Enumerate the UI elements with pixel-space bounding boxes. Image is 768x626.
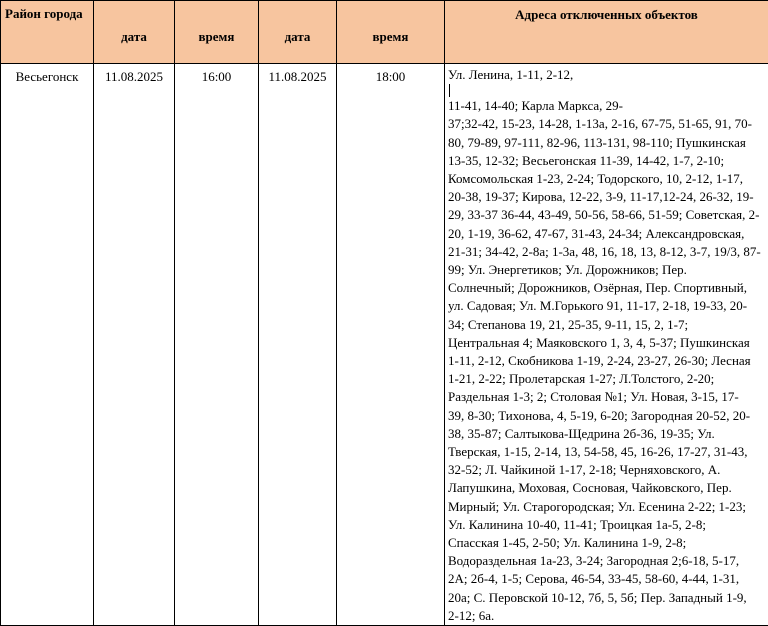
address-line: 20-38, 19-37; Кирова, 12-22, 3-9, 11-17,12-24, 26-32, 19- bbox=[448, 188, 765, 206]
cell-time-from: 16:00 bbox=[175, 64, 259, 626]
address-line: Мирный; Ул. Старогородская; Ул. Есенина 2-22; 1-23; bbox=[448, 498, 765, 516]
address-line: 1-21, 2-22; Пролетарская 1-27; Л.Толстого, 2-20; bbox=[448, 370, 765, 388]
header-time-from: время bbox=[175, 1, 259, 64]
address-line: 2А; 2б-4, 1-5; Серова, 46-54, 33-45, 58-60, 4-44, 1-31, bbox=[448, 570, 765, 588]
address-line: 2-12; 6а. bbox=[448, 607, 765, 625]
address-line: Солнечный; Дорожников, Озёрная, Пер. Спортивный, bbox=[448, 279, 765, 297]
address-line: 80, 79-89, 97-111, 82-96, 113-131, 98-110; Пушкинская bbox=[448, 134, 765, 152]
table-row bbox=[1, 64, 768, 626]
address-line: 1-11, 2-12, Скобникова 1-19, 2-24, 23-27, 26-30; Лесная bbox=[448, 352, 765, 370]
text-cursor bbox=[449, 84, 450, 97]
cell-addresses[interactable] bbox=[445, 64, 768, 626]
cell-district: Весьегонск bbox=[1, 64, 94, 626]
address-line: 37;32-42, 15-23, 14-28, 1-13а, 2-16, 67-75, 51-65, 91, 70- bbox=[448, 115, 765, 133]
address-line-part: Ул. Ленина, 1-11, 2-12, bbox=[448, 67, 573, 82]
cell-date-from: 11.08.2025 bbox=[94, 64, 175, 626]
address-line bbox=[448, 66, 765, 115]
address-line: 99; Ул. Энергетиков; Ул. Дорожников; Пер. bbox=[448, 261, 765, 279]
address-line: Комсомольская 1-23, 2-24; Тодорского, 10, 2-12, 1-17, bbox=[448, 170, 765, 188]
cell-date-to: 11.08.2025 bbox=[259, 64, 337, 626]
address-line: Центральная 4; Маяковского 1, 3, 4, 5-37; Пушкинская bbox=[448, 334, 765, 352]
address-line: ул. Садовая; Ул. М.Горького 91, 11-17, 2-18, 19-33, 20- bbox=[448, 297, 765, 315]
address-line: 32-52; Л. Чайкиной 1-17, 2-18; Черняховского, А. bbox=[448, 461, 765, 479]
address-line: 21-31; 34-42, 2-8а; 1-3а, 48, 16, 18, 13, 8-12, 3-7, 19/3, 87- bbox=[448, 243, 765, 261]
table-header-row bbox=[1, 1, 768, 64]
header-district: Район города bbox=[1, 1, 94, 64]
address-line: Раздельная 1-3; 2; Столовая №1; Ул. Новая, 3-15, 17- bbox=[448, 388, 765, 406]
address-line: Тверская, 1-15, 2-14, 13, 54-58, 45, 16-26, 17-27, 31-43, bbox=[448, 443, 765, 461]
address-line: 13-35, 12-32; Весьегонская 11-39, 14-42, 1-7, 2-10; bbox=[448, 152, 765, 170]
cell-time-to: 18:00 bbox=[337, 64, 445, 626]
address-line: 34; Степанова 19, 21, 25-35, 9-11, 15, 2, 1-7; bbox=[448, 316, 765, 334]
header-date-to: дата bbox=[259, 1, 337, 64]
header-date-from: дата bbox=[94, 1, 175, 64]
address-line: 39, 8-30; Тихонова, 4, 5-19, 6-20; Загородная 20-52, 20- bbox=[448, 407, 765, 425]
address-line: 20, 1-19, 36-62, 47-67, 31-43, 24-34; Александровская, bbox=[448, 225, 765, 243]
address-line-part: 11-41, 14-40; Карла Маркса, 29- bbox=[448, 98, 623, 113]
address-line: Водораздельная 1а-23, 3-24; Загородная 2;6-18, 5-17, bbox=[448, 552, 765, 570]
header-time-to: время bbox=[337, 1, 445, 64]
header-addresses: Адреса отключенных объектов bbox=[445, 1, 768, 64]
address-line: Спасская 1-45, 2-50; Ул. Калинина 1-9, 2-8; bbox=[448, 534, 765, 552]
address-line: Лапушкина, Моховая, Сосновая, Чайковского, Пер. bbox=[448, 479, 765, 497]
address-line: 29, 33-37 36-44, 43-49, 50-56, 58-66, 51-59; Советская, 2- bbox=[448, 206, 765, 224]
address-line: Ул. Калинина 10-40, 11-41; Троицкая 1а-5, 2-8; bbox=[448, 516, 765, 534]
address-line: 20а; С. Перовской 10-12, 7б, 5, 5б; Пер. Западный 1-9, bbox=[448, 589, 765, 607]
address-line: 38, 35-87; Салтыкова-Щедрина 2б-36, 19-35; Ул. bbox=[448, 425, 765, 443]
